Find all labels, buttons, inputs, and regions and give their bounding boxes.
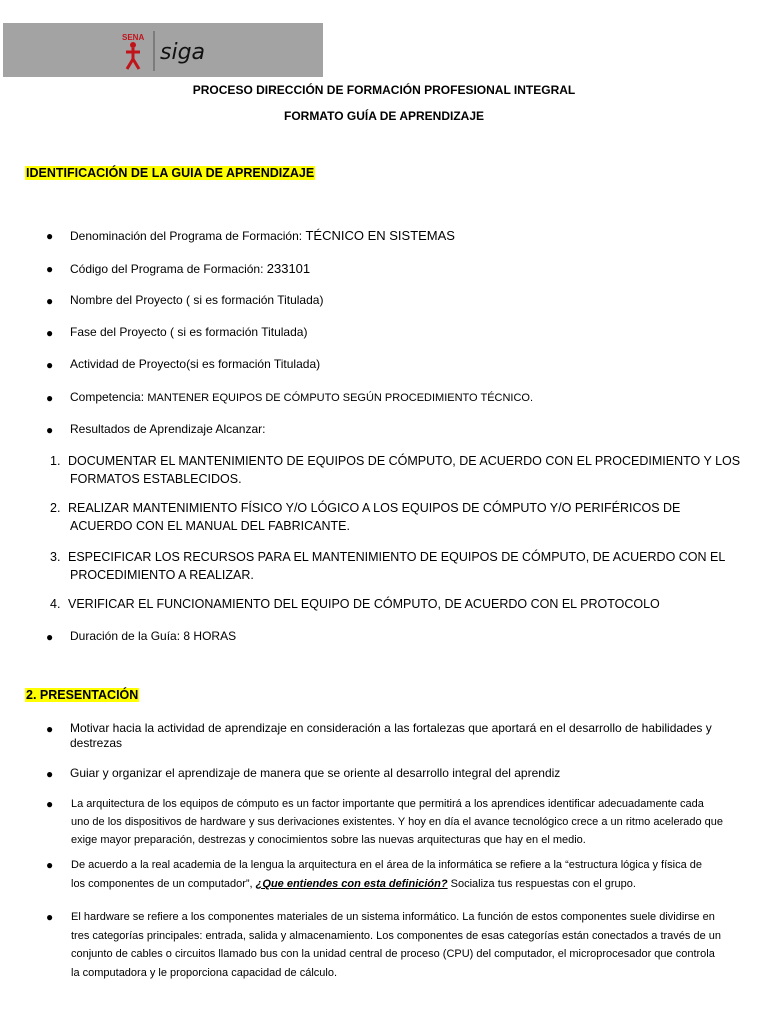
paragraph-hardware: El hardware se refiere a los componentes materiales de un sistema informático. La función de estos componentes suele dividirse en tres categorías principales: entrada, salida y almacenamiento. Los componentes de esas categorías están conectados a través de un conjunto de cables o circuitos llamado bus con la unidad central de proceso (CPU) del computador, el microprocesador que controla la computadora y le proporciona capacidad de cálculo. <box>71 911 721 979</box>
bullet-icon: ● <box>46 858 54 872</box>
section-presentation-heading: 2. PRESENTACIÓN <box>26 688 139 702</box>
sena-logo-text: SENA <box>122 33 145 42</box>
bullet-icon: ● <box>46 722 54 736</box>
bullet-icon: ● <box>46 326 54 340</box>
outcome-number: 2. <box>50 501 61 515</box>
sena-siga-logo <box>120 27 210 73</box>
outcome-4: VERIFICAR EL FUNCIONAMIENTO DEL EQUIPO DE CÓMPUTO, DE ACUERDO CON EL PROTOCOLO <box>68 597 660 611</box>
outcome-number: 4. <box>50 597 61 611</box>
paragraph-motivation: Motivar hacia la actividad de aprendizaje en consideración a las fortalezas que aportará en el desarrollo de habilidades y destrezas <box>70 721 712 750</box>
paragraph-definition: De acuerdo a la real academia de la lengua la arquitectura en el área de la informática se refiere a la “estructura lógica y física de los componentes de un computador”, ¿Que entiendes con esta definición? Socializa tus respuestas con el grupo. <box>71 859 703 890</box>
paragraph-guide: Guiar y organizar el aprendizaje de manera que se oriente al desarrollo integral del aprendiz <box>70 766 561 780</box>
bullet-icon: ● <box>46 262 54 276</box>
list-item-duration: Duración de la Guía: 8 HORAS <box>70 629 237 643</box>
list-item-program-code: Código del Programa de Formación: 233101 <box>70 261 311 276</box>
paragraph-architecture: La arquitectura de los equipos de cómputo es un factor importante que permitirá a los aprendices identificar adecuadamente cada uno de los dispositivos de hardware y sus derivaciones existentes. Y hoy en día el avance tecnológico crece a un ritmo acelerado que exige mayor preparación, destrezas y conocimientos sobre las nuevas arquitecturas que hay en el medio. <box>71 798 724 846</box>
siga-logo-text: siga <box>160 40 206 65</box>
bullet-icon: ● <box>46 358 54 372</box>
bullet-icon: ● <box>46 767 54 781</box>
doc-title-process: PROCESO DIRECCIÓN DE FORMACIÓN PROFESIONAL INTEGRAL <box>192 83 576 97</box>
bullet-icon: ● <box>46 630 54 644</box>
list-item-project-name: Nombre del Proyecto ( si es formación Titulada) <box>70 293 324 307</box>
bullet-icon: ● <box>46 229 54 243</box>
outcome-number: 3. <box>50 550 61 564</box>
outcome-3: ESPECIFICAR LOS RECURSOS PARA EL MANTENIMIENTO DE EQUIPOS DE CÓMPUTO, DE ACUERDO CON EL PROCEDIMIENTO A REALIZAR. <box>68 550 726 582</box>
list-item-program: Denominación del Programa de Formación: TÉCNICO EN SISTEMAS <box>70 228 455 243</box>
section-identification-heading: IDENTIFICACIÓN DE LA GUIA DE APRENDIZAJE <box>26 166 315 180</box>
list-item-outcomes: Resultados de Aprendizaje Alcanzar: <box>70 422 266 436</box>
doc-title-format: FORMATO GUÍA DE APRENDIZAJE <box>283 109 484 123</box>
bullet-icon: ● <box>46 423 54 437</box>
bullet-icon: ● <box>46 797 54 811</box>
outcome-number: 1. <box>50 454 61 468</box>
outcome-1: DOCUMENTAR EL MANTENIMIENTO DE EQUIPOS DE CÓMPUTO, DE ACUERDO CON EL PROCEDIMIENTO Y LOS FORMATOS ESTABLECIDOS. <box>68 454 741 486</box>
list-item-competence: Competencia: MANTENER EQUIPOS DE CÓMPUTO SEGÚN PROCEDIMIENTO TÉCNICO. <box>70 390 534 404</box>
list-item-project-activity: Actividad de Proyecto(si es formación Titulada) <box>70 357 321 371</box>
outcome-2: REALIZAR MANTENIMIENTO FÍSICO Y/O LÓGICO A LOS EQUIPOS DE CÓMPUTO Y/O PERIFÉRICOS DE ACUERDO CON EL MANUAL DEL FABRICANTE. <box>68 501 681 533</box>
bullet-icon: ● <box>46 294 54 308</box>
list-item-project-phase: Fase del Proyecto ( si es formación Titulada) <box>70 325 308 339</box>
bullet-icon: ● <box>46 391 54 405</box>
definition-question: ¿Que entiendes con esta definición? <box>255 878 448 890</box>
bullet-icon: ● <box>46 910 54 924</box>
